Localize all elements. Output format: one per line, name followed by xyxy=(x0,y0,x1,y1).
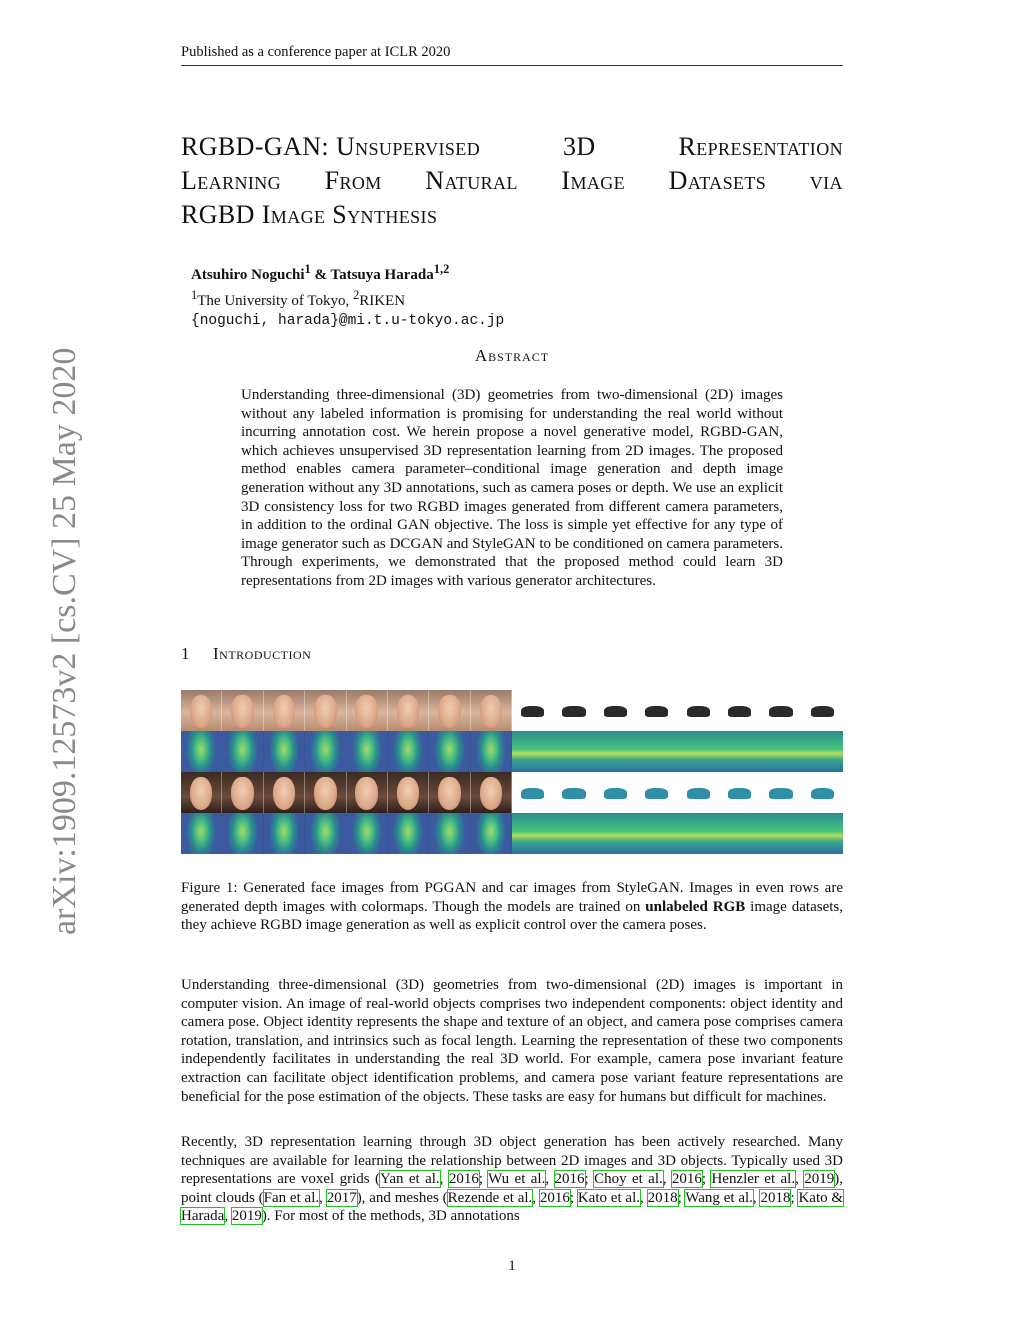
intro-paragraph-2: Recently, 3D representation learning through 3D object generation has been actively researched. Many techniques are available for learning the relationship between 2D images and 3D objects. Typically used 3D representations are voxel grids (Yan et al., 2016; Wu et al., 2016; Choy et al., 2016; Henzler et al., 2019), point clouds (Fan et al., 2017), and meshes (Rezende et al., 2016; Kato et al., 2018; Wang et al., 2018; Kato & Harada, 2019). For most of the methods, 3D annotations xyxy=(181,1134,844,1225)
section-title: Introduction xyxy=(213,644,312,663)
face-image xyxy=(429,772,470,813)
car-image xyxy=(719,690,760,731)
face-image xyxy=(388,690,429,731)
face-image xyxy=(347,690,388,731)
citation-link[interactable]: Rezende et al. xyxy=(447,1189,533,1206)
car-samples-panel xyxy=(512,690,843,855)
depth-map xyxy=(388,813,429,854)
title-word: Datasets xyxy=(668,166,767,195)
face-image xyxy=(305,772,346,813)
depth-map xyxy=(429,813,470,854)
car-image xyxy=(636,772,677,813)
section-heading xyxy=(181,644,311,664)
title-word: via xyxy=(809,166,843,195)
face-depth-row-2 xyxy=(181,813,512,854)
face-image xyxy=(305,690,346,731)
citation-link[interactable]: 2016 xyxy=(671,1171,702,1188)
depth-map xyxy=(181,731,222,772)
citation-link[interactable]: 2016 xyxy=(554,1171,585,1188)
depth-map xyxy=(222,731,263,772)
face-image xyxy=(222,690,263,731)
depth-map xyxy=(678,813,719,854)
car-image xyxy=(802,772,843,813)
author-affiliations: $^1$The University of Tokyo, $^2$RIKEN xyxy=(191,288,406,309)
depth-map xyxy=(388,731,429,772)
face-image xyxy=(222,772,263,813)
author-block xyxy=(191,259,504,331)
depth-map xyxy=(760,731,801,772)
depth-map xyxy=(181,813,222,854)
car-image xyxy=(595,690,636,731)
face-rgb-row-2 xyxy=(181,772,512,813)
car-image xyxy=(512,690,553,731)
face-image xyxy=(471,690,512,731)
citation-link[interactable]: 2019 xyxy=(804,1171,835,1188)
citation-link[interactable]: Kato & Harada xyxy=(181,1189,844,1225)
depth-map xyxy=(512,813,553,854)
depth-map xyxy=(553,731,594,772)
car-depth-row-1 xyxy=(512,731,843,772)
car-image xyxy=(678,772,719,813)
car-image xyxy=(719,772,760,813)
depth-map xyxy=(595,813,636,854)
depth-map xyxy=(264,813,305,854)
depth-map xyxy=(222,813,263,854)
car-image xyxy=(760,772,801,813)
face-image xyxy=(181,690,222,731)
depth-map xyxy=(553,813,594,854)
abstract-body: Understanding three-dimensional (3D) geometries from two-dimensional (2D) images without any labeled information is promising for understanding the real world without incurring annotation cost. We herein propose a novel generative model, RGBD-GAN, which achieves unsupervised 3D representation learning from 2D images. The proposed method enables camera parameter–conditional image generation and depth image generation without any 3D annotations, such as camera poses or depth. We use an explicit 3D consistency loss for two RGBD images generated from different camera parameters, in addition to the ordinal GAN objective. The loss is simple yet effective for any type of image generator such as DCGAN and StyleGAN to be conditioned on camera parameters. Through experiments, we demonstrated that the proposed method could learn 3D representations from 2D images with various generator architectures. xyxy=(241,387,783,589)
arxiv-identifier[interactable]: arXiv:1909.12573v2 [cs.CV] 25 May 2020 xyxy=(46,347,83,935)
car-depth-row-2 xyxy=(512,813,843,854)
title-word: Learning xyxy=(181,166,282,195)
title-word: 3D xyxy=(563,132,596,161)
title-word: Image xyxy=(561,166,626,195)
face-image xyxy=(429,690,470,731)
face-image xyxy=(347,772,388,813)
intro-paragraph-1: Understanding three-dimensional (3D) geometries from two-dimensional (2D) images is important in computer vision. An image of real-world objects comprises two independent components: object identity and camera pose. Object identity represents the shape and texture of an object, and camera pose comprises camera rotation, translation, and intrinsics such as focal length. Learning the representation of these two components independently facilitates in understanding the real 3D world. For example, camera pose invariant feature extraction can facilitate object identification problems, and camera pose variant feature representations are beneficial for the pose estimation of the objects. These tasks are easy for humans but difficult for machines. xyxy=(181,977,843,1105)
face-rgb-row-1 xyxy=(181,690,512,731)
face-image xyxy=(181,772,222,813)
face-image xyxy=(471,772,512,813)
car-image xyxy=(553,772,594,813)
running-header: Published as a conference paper at ICLR 2020 xyxy=(181,44,843,66)
face-samples-panel xyxy=(181,690,512,855)
citation-link[interactable]: 2019 xyxy=(231,1208,262,1225)
citation-link[interactable]: 2016 xyxy=(539,1189,570,1206)
car-image xyxy=(678,690,719,731)
citation-link[interactable]: Wu et al. xyxy=(488,1171,546,1188)
face-depth-row-1 xyxy=(181,731,512,772)
depth-map xyxy=(636,731,677,772)
car-image xyxy=(553,690,594,731)
citation-link[interactable]: Wang et al. xyxy=(685,1189,753,1206)
depth-map xyxy=(347,813,388,854)
car-rgb-row-2 xyxy=(512,772,843,813)
car-image xyxy=(595,772,636,813)
car-image xyxy=(802,690,843,731)
title-word: Representation xyxy=(678,132,843,161)
title-word: From xyxy=(324,166,382,195)
depth-map xyxy=(305,731,346,772)
title-word: Natural xyxy=(425,166,518,195)
depth-map xyxy=(347,731,388,772)
face-image xyxy=(388,772,429,813)
depth-map xyxy=(802,813,843,854)
title-line-2 xyxy=(181,164,843,198)
depth-map xyxy=(595,731,636,772)
depth-map xyxy=(678,731,719,772)
citation-link[interactable]: Fan et al. xyxy=(263,1189,320,1206)
depth-map xyxy=(429,731,470,772)
face-image xyxy=(264,690,305,731)
citation-link[interactable]: Yan et al. xyxy=(380,1171,440,1188)
depth-map xyxy=(471,813,512,854)
citation-link[interactable]: 2016 xyxy=(448,1171,479,1188)
citation-link[interactable]: 2018 xyxy=(647,1189,678,1206)
depth-map xyxy=(305,813,346,854)
page-number: 1 xyxy=(508,1258,516,1274)
title-word: RGBD-GAN: Unsupervised xyxy=(181,132,481,161)
author-emails: {noguchi, harada}@mi.t.u-tokyo.ac.jp xyxy=(191,313,505,329)
citation-link[interactable]: 2018 xyxy=(760,1189,791,1206)
depth-map xyxy=(719,731,760,772)
car-image xyxy=(512,772,553,813)
depth-map xyxy=(264,731,305,772)
section-number: 1 xyxy=(181,644,190,663)
title-line-3: RGBD Image Synthesis xyxy=(181,200,438,229)
depth-map xyxy=(802,731,843,772)
citation-link[interactable]: Kato et al. xyxy=(577,1189,641,1206)
paper-title xyxy=(181,130,843,232)
depth-map xyxy=(636,813,677,854)
depth-map xyxy=(719,813,760,854)
abstract-heading: Abstract xyxy=(474,346,550,365)
car-image xyxy=(760,690,801,731)
face-image xyxy=(264,772,305,813)
figure-caption: Figure 1: Generated face images from PGGAN and car images from StyleGAN. Images in even rows are generated depth images with colormaps. Though the models are trained on unlabeled RGB image datasets, they achieve RGBD image generation as well as explicit control over the camera poses. xyxy=(181,880,843,934)
citation-link[interactable]: 2017 xyxy=(326,1189,357,1206)
depth-map xyxy=(512,731,553,772)
depth-map xyxy=(471,731,512,772)
citation-link[interactable]: Choy et al. xyxy=(594,1171,663,1188)
car-rgb-row-1 xyxy=(512,690,843,731)
figure-1-image xyxy=(181,690,843,855)
citation-link[interactable]: Henzler et al. xyxy=(711,1171,796,1188)
depth-map xyxy=(760,813,801,854)
author-names: Atsuhiro Noguchi$^1$ & Tatsuya Harada$^{1,2}$ xyxy=(191,262,450,283)
car-image xyxy=(636,690,677,731)
title-line-1 xyxy=(181,130,843,164)
